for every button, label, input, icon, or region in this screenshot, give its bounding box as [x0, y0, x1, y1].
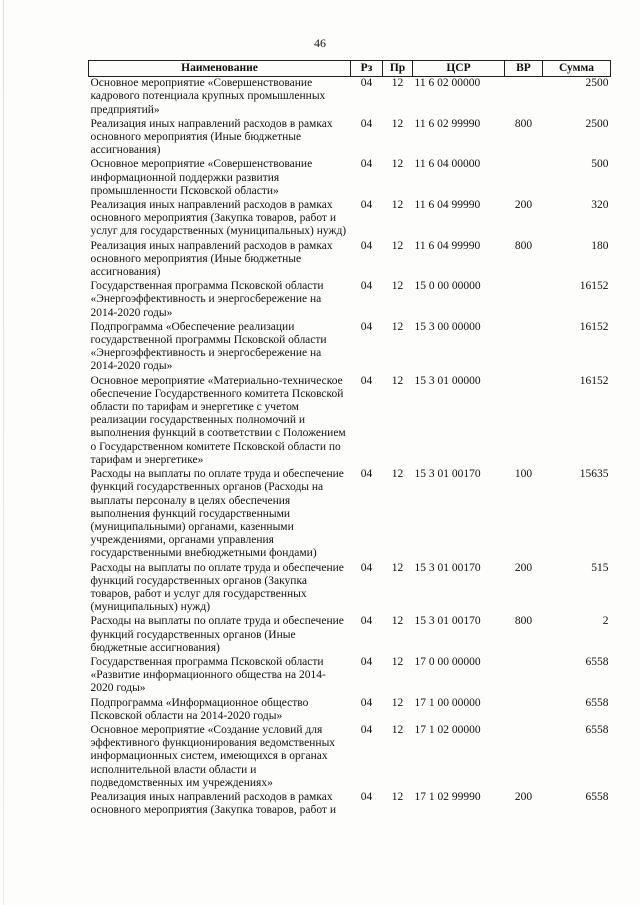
row-csr-cell: 11 6 02 00000 [414, 77, 481, 90]
row-rz-cell: 04 [360, 280, 373, 293]
table-row [89, 724, 611, 791]
row-vr-cell [505, 280, 543, 321]
row-vr-cell [505, 656, 543, 697]
row-csr-cell: 17 1 02 00000 [414, 723, 481, 736]
row-csr-cell: 15 3 01 00170 [414, 561, 481, 574]
row-pr-cell: 12 [391, 117, 404, 130]
row-pr-cell: 12 [391, 239, 404, 252]
row-pr-cell: 12 [391, 790, 404, 803]
row-name-cell: Основное мероприятие «Совершенствование кадрового потенциала крупных промышленных предприятий» [90, 77, 326, 116]
row-sum-cell: 15635 [579, 468, 609, 481]
row-csr-cell: 17 1 00 00000 [414, 696, 481, 709]
header-sum: Сумма [543, 61, 611, 77]
row-sum-cell: 320 [591, 199, 609, 212]
row-rz-cell: 04 [360, 374, 373, 387]
table-row [89, 158, 611, 199]
row-csr-cell: 17 1 02 99990 [414, 790, 481, 803]
row-vr-cell: 200 [514, 561, 533, 574]
row-sum-cell: 6558 [585, 696, 609, 709]
row-sum-cell: 2 [602, 615, 609, 628]
row-name-cell: Реализация иных направлений расходов в рамках основного мероприятия (Иные бюджетные ассигнования) [90, 239, 333, 279]
row-sum-cell: 16152 [579, 374, 609, 387]
table-row [89, 118, 611, 159]
row-csr-cell: 11 6 04 00000 [414, 158, 481, 171]
row-vr-cell: 800 [514, 615, 533, 628]
table-row [89, 615, 611, 656]
row-pr-cell: 12 [391, 468, 404, 481]
row-pr-cell: 12 [391, 561, 404, 574]
row-name-cell: Реализация иных направлений расходов в рамках основного мероприятия (Закупка товаров, работ и [90, 790, 336, 817]
row-sum-cell: 515 [591, 561, 609, 574]
row-rz-cell: 04 [360, 615, 373, 628]
row-sum-cell: 2500 [585, 77, 609, 90]
row-rz-cell: 04 [360, 723, 373, 736]
row-name-cell: Подпрограмма «Обеспечение реализации государственной программы Псковской области «Энергоэффективность и энергосбережение на 2014-2020 годы» [90, 320, 327, 373]
row-csr-cell: 11 6 02 99990 [414, 117, 481, 130]
budget-table [88, 60, 611, 818]
row-pr-cell: 12 [391, 158, 404, 171]
row-vr-cell [505, 158, 543, 199]
table-row [89, 321, 611, 375]
row-sum-cell: 16152 [579, 320, 609, 333]
scan-edge [3, 0, 4, 905]
row-vr-cell [505, 724, 543, 791]
row-sum-cell: 500 [591, 158, 609, 171]
table-row [89, 791, 611, 818]
row-rz-cell: 04 [360, 239, 373, 252]
row-vr-cell: 200 [514, 199, 533, 212]
row-name-cell: Подпрограмма «Информационное общество Псковской области на 2014-2020 годы» [90, 696, 309, 722]
row-sum-cell: 6558 [585, 723, 609, 736]
row-name-cell: Расходы на выплаты по оплате труда и обеспечение функций государственных органов (Расходы на выплаты персоналу в целях обеспечения выполнения функций государственными (муниципальными) органами, казенными учреждениями, органами управления государственными внебюджетными фондами) [90, 468, 344, 560]
table-row [89, 468, 611, 561]
table-row [89, 199, 611, 240]
row-vr-cell: 100 [514, 468, 533, 481]
row-pr-cell: 12 [391, 77, 404, 90]
row-sum-cell: 6558 [585, 655, 609, 668]
row-pr-cell: 12 [391, 199, 404, 212]
row-csr-cell: 11 6 04 99990 [414, 199, 481, 212]
row-vr-cell: 800 [514, 117, 533, 130]
row-csr-cell: 15 3 01 00170 [414, 615, 481, 628]
row-name-cell: Расходы на выплаты по оплате труда и обеспечение функций государственных органов (Иные бюджетные ассигнования) [90, 615, 344, 654]
header-vr: ВР [505, 61, 543, 77]
row-vr-cell [505, 77, 543, 118]
table-row [89, 656, 611, 697]
row-rz-cell: 04 [360, 77, 373, 90]
row-sum-cell: 6558 [585, 790, 609, 803]
row-rz-cell: 04 [360, 468, 373, 481]
row-name-cell: Расходы на выплаты по оплате труда и обеспечение функций государственных органов (Закупка товаров, работ и услуг для государственных (муниципальных) нужд) [90, 561, 344, 614]
row-csr-cell: 15 3 01 00170 [414, 468, 481, 481]
row-rz-cell: 04 [360, 790, 373, 803]
header-csr: ЦСР [413, 61, 505, 77]
row-pr-cell: 12 [391, 696, 404, 709]
page-number: 46 [314, 36, 326, 50]
row-csr-cell: 17 0 00 00000 [414, 655, 481, 668]
row-csr-cell: 15 3 01 00000 [414, 374, 481, 387]
row-pr-cell: 12 [391, 615, 404, 628]
row-vr-cell [505, 375, 543, 468]
header-pr: Пр [383, 61, 413, 77]
row-pr-cell: 12 [391, 723, 404, 736]
row-pr-cell: 12 [391, 655, 404, 668]
row-rz-cell: 04 [360, 199, 373, 212]
table-row [89, 240, 611, 281]
row-vr-cell [505, 321, 543, 375]
row-rz-cell: 04 [360, 117, 373, 130]
row-csr-cell: 15 0 00 00000 [414, 280, 481, 293]
table-header-row [89, 61, 611, 77]
header-rz: Рз [351, 61, 383, 77]
row-vr-cell: 200 [514, 790, 533, 803]
row-sum-cell: 16152 [579, 280, 609, 293]
row-name-cell: Основное мероприятие «Материально-техническое обеспечение Государственного комитета Псковской области по тарифам и энергетике с учетом реализации государственных полномочий и выполнения функций в соответствии с Положением о Государственном комитете Псковской области по тарифам и энергетике» [90, 374, 346, 466]
row-name-cell: Основное мероприятие «Создание условий для эффективного функционирования ведомственных информационных систем, имеющихся в органах исполнительной власти области и подведомственных им учреждениях» [90, 723, 336, 789]
row-name-cell: Реализация иных направлений расходов в рамках основного мероприятия (Иные бюджетные ассигнования) [90, 117, 333, 157]
table-row [89, 697, 611, 724]
row-name-cell: Государственная программа Псковской области «Развитие информационного общества на 2014-2020 годы» [90, 655, 326, 695]
table-body [89, 77, 611, 819]
row-pr-cell: 12 [391, 374, 404, 387]
row-rz-cell: 04 [360, 320, 373, 333]
row-rz-cell: 04 [360, 561, 373, 574]
row-name-cell: Основное мероприятие «Совершенствование информационной поддержки развития промышленности Псковской области» [90, 158, 313, 197]
row-vr-cell: 800 [514, 239, 533, 252]
row-rz-cell: 04 [360, 696, 373, 709]
row-rz-cell: 04 [360, 158, 373, 171]
row-name-cell: Реализация иных направлений расходов в рамках основного мероприятия (Закупка товаров, работ и услуг для государственных (муниципальных) нужд) [90, 199, 347, 238]
row-pr-cell: 12 [391, 320, 404, 333]
row-pr-cell: 12 [391, 280, 404, 293]
header-name: Наименование [89, 61, 351, 77]
row-vr-cell [505, 697, 543, 724]
row-sum-cell: 2500 [585, 117, 609, 130]
table-row [89, 562, 611, 616]
row-name-cell: Государственная программа Псковской области «Энергоэффективность и энергосбережение на 2014-2020 годы» [90, 280, 324, 319]
table-row [89, 77, 611, 118]
table-row [89, 375, 611, 468]
row-rz-cell: 04 [360, 655, 373, 668]
row-csr-cell: 15 3 00 00000 [414, 320, 481, 333]
table-row [89, 280, 611, 321]
row-csr-cell: 11 6 04 99990 [414, 239, 481, 252]
row-sum-cell: 180 [591, 239, 609, 252]
